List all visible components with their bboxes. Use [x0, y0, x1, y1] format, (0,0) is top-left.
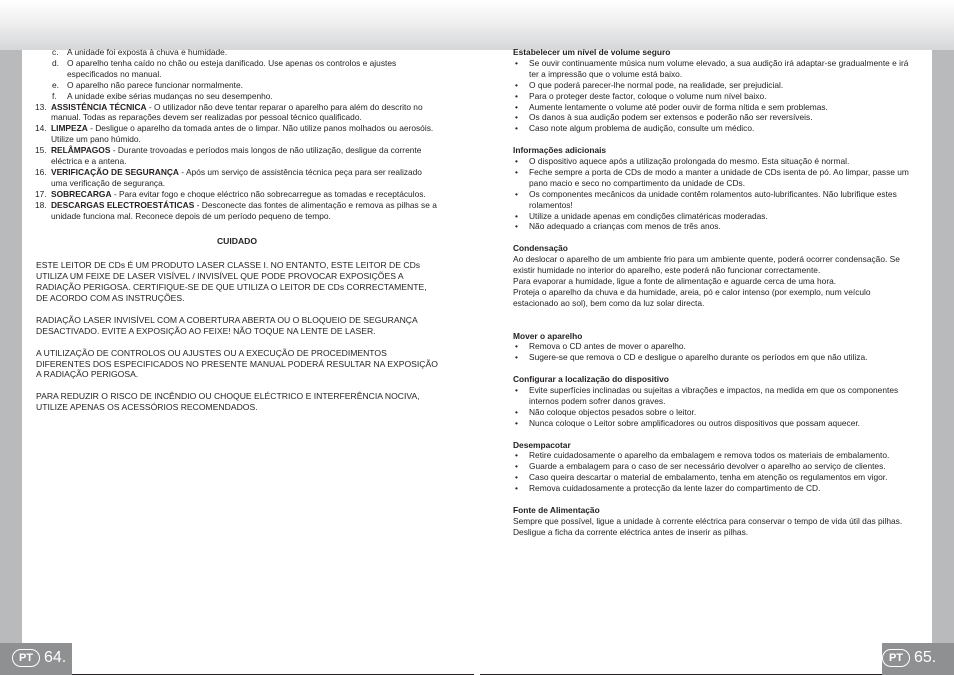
list-item: • Remova o CD antes de mover o aparelho. — [515, 341, 686, 352]
bullet-icon: • — [515, 406, 518, 417]
list-item: • Caso note algum problema de audição, consulte um médico. — [515, 123, 755, 134]
list-item: f. A unidade exibe sérias mudanças no seu desempenho. — [52, 90, 273, 101]
list-item: • O dispositivo aquece após a utilização prolongada do mesmo. Esta situação é normal. — [515, 156, 850, 167]
bullet-icon: • — [515, 472, 518, 483]
bullet-icon: • — [515, 166, 518, 177]
list-item: 13. ASSISTÊNCIA TÉCNICA - O utilizador não deve tentar reparar o aparelho para além do descrito no manual. Todas as reparações devem ser realizadas por pessoal técnico qualificado. — [35, 101, 423, 123]
right-column — [513, 47, 910, 549]
list-item: d. O aparelho tenha caído no chão ou esteja danificado. Use apenas os controlos e ajustes especificados no manual. — [52, 57, 397, 79]
list-item: • Remova cuidadosamente a protecção da lente lazer do compartimento de CD. — [515, 483, 821, 494]
bullet-icon: • — [515, 57, 518, 68]
bullet-icon: • — [515, 156, 518, 167]
paragraph: Ao deslocar o aparelho de um ambiente frio para um ambiente quente, poderá ocorrer condensação. Se existir humidade no interior do aparelho, este poderá não funcionar correctamente. — [513, 254, 900, 276]
list-item: e. O aparelho não parece funcionar normalmente. — [52, 79, 243, 90]
list-item: • Se ouvir continuamente música num volume elevado, a sua audição irá adaptar-se gradualmente e irá ter a impressão que o volume está baixo. — [515, 57, 909, 79]
list-item: 16. VERIFICAÇÃO DE SEGURANÇA - Após um serviço de assistência técnica peça para ser realizado uma verificação de segurança. — [35, 166, 422, 188]
bullet-list — [513, 156, 910, 232]
list-item: 17. SOBRECARGA - Para evitar fogo e choque eléctrico não sobrecarregue as tomadas e receptáculos. — [35, 188, 426, 199]
bullet-list — [513, 385, 910, 429]
move-section — [513, 331, 910, 364]
list-item: 15. RELÂMPAGOS - Durante trovoadas e períodos mais longos de não utilização, desligue da corrente eléctrica e a antena. — [35, 145, 422, 167]
section-title: Informações adicionais — [513, 145, 607, 156]
list-item: • Guarde a embalagem para o caso de ser necessário devolver o aparelho ao serviço de clientes. — [515, 461, 886, 472]
bullet-icon: • — [515, 90, 518, 101]
bullet-icon: • — [515, 483, 518, 494]
page-number: 65. — [914, 649, 937, 666]
caution-paragraph: A UTILIZAÇÃO DE CONTROLOS OU AJUSTES OU A EXECUÇÃO DE PROCEDIMENTOS DIFERENTES DOS ESPECIFICADOS NO PRESENTE MANUAL PODERÁ RESULTAR NA EXPOSIÇÃO A RADIAÇÃO PERIGOSA. — [36, 347, 438, 380]
paragraph: Sempre que possível, ligue a unidade à corrente eléctrica para conservar o tempo de vida útil das pilhas. Desligue a ficha da corrente eléctrica antes de inserir as pilhas. — [513, 515, 903, 537]
list-item: 14. LIMPEZA - Desligue o aparelho da tomada antes de o limpar. Não utilize panos molhados ou aerosóis. Utilize um pano húmido. — [35, 123, 434, 145]
header-band — [0, 0, 954, 50]
section-title: Desempacotar — [513, 439, 571, 450]
list-item: • Para o proteger deste factor, coloque o volume num nível baixo. — [515, 90, 767, 101]
bullet-icon: • — [515, 341, 518, 352]
bullet-icon: • — [515, 210, 518, 221]
unpack-section — [513, 440, 910, 495]
page-number: 64. — [44, 649, 67, 666]
list-item: • Evite superfícies inclinadas ou sujeitas a vibrações e impactos, na medida em que os componentes internos podem sofrer danos graves. — [515, 385, 899, 406]
location-section — [513, 374, 910, 429]
section-title: Condensação — [513, 243, 568, 254]
right-sidebar — [932, 50, 954, 675]
list-item: • Os componentes mecânicos da unidade contêm rolamentos auto-lubrificantes. Não lubrifique estes rolamentos! — [515, 188, 897, 210]
list-item: • Feche sempre a porta de CDs de modo a manter a unidade de CDs isenta de pó. Ao limpar, passe um pano macio e seco no compartimento da unidade de CDs. — [515, 166, 909, 188]
section-title: Mover o aparelho — [513, 330, 583, 341]
paragraph: Para evaporar a humidade, ligue a fonte de alimentação e aguarde cerca de uma hora. — [513, 276, 837, 286]
list-item: • Aumente lentamente o volume até poder ouvir de forma nítida e sem problemas. — [515, 101, 828, 112]
list-item: • Os danos à sua audição podem ser extensos e poderão não ser reversíveis. — [515, 112, 813, 123]
section-title: Configurar a localização do dispositivo — [513, 374, 669, 385]
language-badge: PT — [882, 649, 910, 667]
info-section — [513, 145, 910, 232]
bullet-icon: • — [515, 352, 518, 363]
caution-paragraph: ESTE LEITOR DE CDs É UM PRODUTO LASER CLASSE I. NO ENTANTO, ESTE LEITOR DE CDs UTILIZA UM FEIXE DE LASER VISÍVEL / INVISÍVEL QUE PODE PROVOCAR EXPOSIÇÕES A RADIAÇÃO PERIGOSA. CERTIFIQUE-SE DE QUE UTILIZA O LEITOR DE CDs CORRECTAMENTE, DE ACORDO COM AS INSTRUÇÕES. — [36, 260, 427, 304]
list-item: • Não adequado a crianças com menos de três anos. — [515, 221, 721, 232]
bullet-icon: • — [515, 385, 518, 396]
caution-heading: CUIDADO — [216, 235, 258, 246]
condensation-section — [513, 243, 910, 308]
list-item: • Sugere-se que remova o CD e desligue o aparelho durante os períodos em que não utiliza. — [515, 352, 868, 363]
left-page-number — [12, 643, 66, 673]
paragraph: Proteja o aparelho da chuva e da humidade, areia, pó e calor intenso (por exemplo, num veículo estacionado ao sol), bem como da luz solar directa. — [513, 286, 871, 308]
power-section — [513, 505, 910, 538]
list-item: • Utilize a unidade apenas em condições climatéricas moderadas. — [515, 210, 768, 221]
section-title: Fonte de Alimentação — [513, 504, 600, 515]
caution-paragraph: PARA REDUZIR O RISCO DE INCÊNDIO OU CHOQUE ELÉCTRICO E INTERFERÊNCIA NOCIVA, UTILIZE APENAS OS ACESSÓRIOS RECOMENDADOS. — [36, 391, 420, 413]
list-item: • Nunca coloque o Leitor sobre amplificadores ou outros dispositivos que possam aquecer. — [515, 417, 861, 428]
right-page-number — [882, 643, 936, 673]
left-sidebar — [0, 50, 22, 675]
list-item: • Retire cuidadosamente o aparelho da embalagem e remova todos os materiais de embalamento. — [515, 450, 890, 461]
section-title: Estabelecer um nível de volume seguro — [513, 47, 671, 57]
bullet-icon: • — [515, 221, 518, 232]
bullet-icon: • — [515, 461, 518, 472]
left-column — [36, 47, 438, 424]
list-item: • Caso queira descartar o material de embalamento, tenha em atenção os regulamentos em vigor. — [515, 472, 888, 483]
caution-paragraph: RADIAÇÃO LASER INVISÍVEL COM A COBERTURA ABERTA OU O BLOQUEIO DE SEGURANÇA DESACTIVADO. EVITE A EXPOSIÇÃO AO FEIXE! NÃO TOQUE NA LENTE DE LASER. — [36, 314, 418, 336]
bullet-icon: • — [515, 123, 518, 134]
list-item: c. A unidade foi exposta à chuva e humidade. — [52, 47, 228, 57]
volume-section — [513, 47, 910, 134]
list-item: • Não coloque objectos pesados sobre o leitor. — [515, 406, 697, 417]
list-item: 18. DESCARGAS ELECTROESTÁTICAS - Desconecte das fontes de alimentação e remova as pilhas se a unidade funciona mal. Reconece depois de um período pequeno de tempo. — [35, 199, 437, 221]
bullet-icon: • — [515, 450, 518, 461]
bullet-icon: • — [515, 101, 518, 112]
bullet-list — [513, 58, 910, 134]
list-item: • O que poderá parecer-lhe normal pode, na realidade, ser prejudicial. — [515, 79, 784, 90]
numbered-list — [36, 102, 438, 222]
bullet-icon: • — [515, 188, 518, 199]
bullet-icon: • — [515, 112, 518, 123]
bullet-list — [513, 450, 910, 494]
language-badge: PT — [12, 649, 40, 667]
bullet-icon: • — [515, 79, 518, 90]
bullet-list — [513, 341, 910, 363]
bullet-icon: • — [515, 417, 518, 428]
sub-item-list — [36, 47, 438, 102]
